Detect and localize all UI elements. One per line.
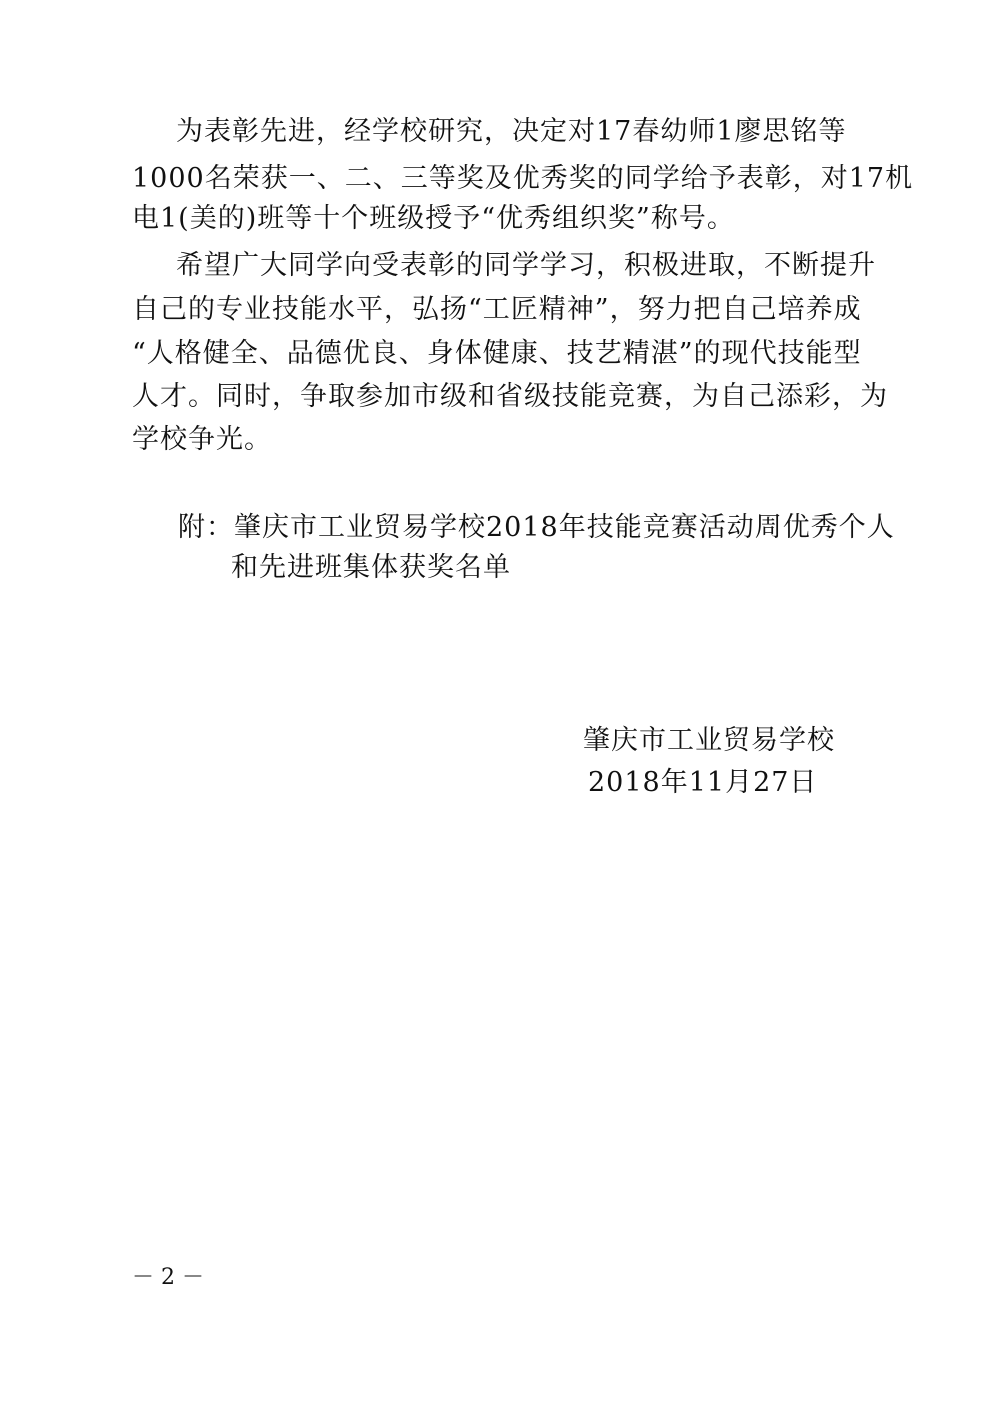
paragraph2-line5: 学校争光。 xyxy=(132,424,272,455)
paragraph1-line2: 1000名荣获一、二、三等奖及优秀奖的同学给予表彰，对17机 xyxy=(132,163,914,194)
signature-date: 2018年11月27日 xyxy=(588,767,818,798)
paragraph2-line4: 人才。同时，争取参加市级和省级技能竞赛，为自己添彩，为 xyxy=(132,381,888,412)
paragraph2-line1: 希望广大同学向受表彰的同学学习，积极进取，不断提升 xyxy=(176,250,876,281)
page-number: － 2 － xyxy=(132,1265,204,1290)
paragraph2-line3: “人格健全、品德优良、身体健康、技艺精湛”的现代技能型 xyxy=(132,338,862,369)
paragraph1-line1: 为表彰先进，经学校研究，决定对17春幼师1廖思铭等 xyxy=(176,116,847,147)
signature-organization: 肇庆市工业贸易学校 xyxy=(583,725,835,756)
attachment-line2: 和先进班集体获奖名单 xyxy=(231,552,511,583)
paragraph2-line2: 自己的专业技能水平，弘扬“工匠精神”，努力把自己培养成 xyxy=(132,294,862,325)
attachment-line1: 附：肇庆市工业贸易学校2018年技能竞赛活动周优秀个人 xyxy=(178,512,895,543)
paragraph1-line3: 电1(美的)班等十个班级授予“优秀组织奖”称号。 xyxy=(132,203,735,234)
